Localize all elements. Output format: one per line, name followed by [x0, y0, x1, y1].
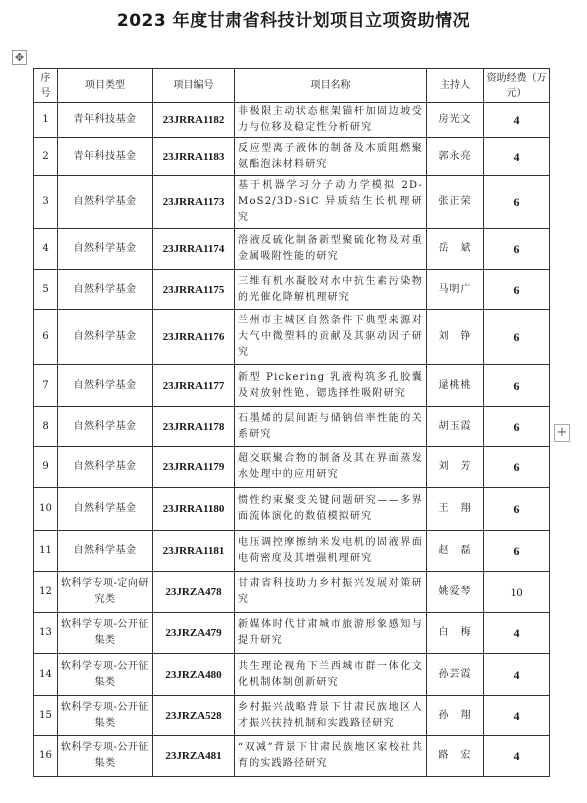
row-funding: 6: [484, 531, 550, 572]
row-type: 自然科学基金: [58, 531, 153, 572]
row-name: 电压调控摩擦纳米发电机的固液界面电荷密度及其增强机理研究: [235, 531, 427, 572]
row-funding: 4: [484, 654, 550, 696]
row-name: 超交联聚合物的制备及其在界面蒸发水处理中的应用研究: [235, 447, 427, 488]
row-code: 23JRRA1181: [153, 531, 235, 572]
row-funding: 4: [484, 613, 550, 654]
header-type: 项目类型: [58, 69, 153, 103]
row-code: 23JRRA1174: [153, 229, 235, 270]
table-move-handle-icon[interactable]: ✥: [12, 50, 27, 65]
row-code: 23JRRA1183: [153, 138, 235, 176]
row-type: 软科学专项-公开征集类: [58, 696, 153, 736]
row-seq: 6: [34, 310, 58, 365]
row-code: 23JRRA1176: [153, 310, 235, 365]
row-funding: 4: [484, 103, 550, 138]
row-type: 软科学专项-公开征集类: [58, 613, 153, 654]
row-host: 刘 芳: [427, 447, 484, 488]
row-type: 软科学专项-公开征集类: [58, 654, 153, 696]
row-host: 王 翔: [427, 488, 484, 531]
row-host: 马明广: [427, 270, 484, 310]
row-type: 自然科学基金: [58, 270, 153, 310]
table-row: [34, 531, 550, 572]
table-row: [34, 176, 550, 229]
table-row: [34, 103, 550, 138]
row-host: 张正荣: [427, 176, 484, 229]
row-name: 石墨烯的层间距与储钠倍率性能的关系研究: [235, 407, 427, 447]
row-host: 白 梅: [427, 613, 484, 654]
row-host: 岳 斌: [427, 229, 484, 270]
row-host: 刘 铮: [427, 310, 484, 365]
row-seq: 5: [34, 270, 58, 310]
row-host: 逯桃桃: [427, 365, 484, 407]
row-code: 23JRRA1178: [153, 407, 235, 447]
row-host: 孙芸霞: [427, 654, 484, 696]
row-funding: 6: [484, 176, 550, 229]
row-type: 自然科学基金: [58, 176, 153, 229]
row-seq: 8: [34, 407, 58, 447]
row-name: 新型 Pickering 乳液构筑多孔胶囊及对放射性铯、锶选择性吸附研究: [235, 365, 427, 407]
row-funding: 6: [484, 488, 550, 531]
row-funding: 6: [484, 407, 550, 447]
row-seq: 15: [34, 696, 58, 736]
row-name: 反应型离子液体的制备及木质阻燃聚氨酯泡沫材料研究: [235, 138, 427, 176]
table-row: [34, 654, 550, 696]
row-name: 非极限主动状态框架锚杆加固边坡受力与位移及稳定性分析研究: [235, 103, 427, 138]
row-host: 房光文: [427, 103, 484, 138]
row-funding: 6: [484, 447, 550, 488]
row-name: 基于机器学习分子动力学模拟 2D-MoS2/3D-SiC 异质结生长机理研究: [235, 176, 427, 229]
row-type: 软科学专项-公开征集类: [58, 736, 153, 777]
table-row: [34, 447, 550, 488]
row-seq: 12: [34, 572, 58, 613]
table-row: [34, 365, 550, 407]
table-row: [34, 613, 550, 654]
row-seq: 1: [34, 103, 58, 138]
row-name: 共生理论视角下兰西城市群一体化文化机制体制创新研究: [235, 654, 427, 696]
table-header-row: [34, 69, 550, 103]
row-code: 23JRZA478: [153, 572, 235, 613]
row-seq: 3: [34, 176, 58, 229]
row-code: 23JRRA1180: [153, 488, 235, 531]
page-title: 2023 年度甘肃省科技计划项目立项资助情况: [116, 11, 471, 31]
row-code: 23JRRA1173: [153, 176, 235, 229]
table-row: [34, 407, 550, 447]
row-name: 乡村振兴战略背景下甘肃民族地区人才振兴扶持机制和实践路径研究: [235, 696, 427, 736]
row-name: “双减”背景下甘肃民族地区家校社共育的实践路径研究: [235, 736, 427, 777]
table-row: [34, 229, 550, 270]
row-host: 胡玉霞: [427, 407, 484, 447]
row-host: 郭永亮: [427, 138, 484, 176]
row-type: 自然科学基金: [58, 365, 153, 407]
row-type: 自然科学基金: [58, 310, 153, 365]
row-funding: 4: [484, 736, 550, 777]
row-seq: 9: [34, 447, 58, 488]
row-name: 三维有机水凝胶对水中抗生素污染物的光催化降解机理研究: [235, 270, 427, 310]
row-type: 青年科技基金: [58, 138, 153, 176]
row-seq: 4: [34, 229, 58, 270]
row-type: 青年科技基金: [58, 103, 153, 138]
header-host: 主持人: [427, 69, 484, 103]
row-code: 23JRZA528: [153, 696, 235, 736]
row-type: 自然科学基金: [58, 447, 153, 488]
row-name: 新媒体时代甘肃城市旅游形象感知与提升研究: [235, 613, 427, 654]
table-row: [34, 696, 550, 736]
row-code: 23JRRA1179: [153, 447, 235, 488]
row-name: 甘肃省科技助力乡村振兴发展对策研究: [235, 572, 427, 613]
row-seq: 11: [34, 531, 58, 572]
row-seq: 16: [34, 736, 58, 777]
row-funding: 6: [484, 229, 550, 270]
add-column-icon[interactable]: +: [554, 424, 570, 442]
row-funding: 6: [484, 310, 550, 365]
table-row: [34, 138, 550, 176]
row-code: 23JRRA1175: [153, 270, 235, 310]
row-funding: 10: [484, 572, 550, 613]
row-seq: 7: [34, 365, 58, 407]
row-code: 23JRRA1177: [153, 365, 235, 407]
funding-table: [33, 68, 550, 777]
row-funding: 4: [484, 138, 550, 176]
row-code: 23JRRA1182: [153, 103, 235, 138]
row-type: 软科学专项-定向研究类: [58, 572, 153, 613]
table-row: [34, 310, 550, 365]
table-row: [34, 572, 550, 613]
row-name: 兰州市主城区自然条件下典型来源对大气中微塑料的贡献及其驱动因子研究: [235, 310, 427, 365]
row-type: 自然科学基金: [58, 488, 153, 531]
row-code: 23JRZA479: [153, 613, 235, 654]
table-row: [34, 736, 550, 777]
row-seq: 14: [34, 654, 58, 696]
row-funding: 6: [484, 270, 550, 310]
header-funding: 资助经费（万元）: [484, 69, 550, 103]
row-type: 自然科学基金: [58, 229, 153, 270]
row-host: 孙 翔: [427, 696, 484, 736]
row-seq: 10: [34, 488, 58, 531]
row-code: 23JRZA481: [153, 736, 235, 777]
header-name: 项目名称: [235, 69, 427, 103]
row-funding: 6: [484, 365, 550, 407]
row-name: 溶液反硫化制备新型聚硫化物及对重金属吸附性能的研究: [235, 229, 427, 270]
row-code: 23JRZA480: [153, 654, 235, 696]
table-row: [34, 488, 550, 531]
row-host: 赵 磊: [427, 531, 484, 572]
row-type: 自然科学基金: [58, 407, 153, 447]
row-host: 路 宏: [427, 736, 484, 777]
table-row: [34, 270, 550, 310]
row-seq: 13: [34, 613, 58, 654]
row-name: 惯性约束聚变关键问题研究——多界面流体演化的数值模拟研究: [235, 488, 427, 531]
row-seq: 2: [34, 138, 58, 176]
row-host: 姚爱琴: [427, 572, 484, 613]
header-seq: 序号: [34, 69, 58, 103]
row-funding: 4: [484, 696, 550, 736]
header-code: 项目编号: [153, 69, 235, 103]
